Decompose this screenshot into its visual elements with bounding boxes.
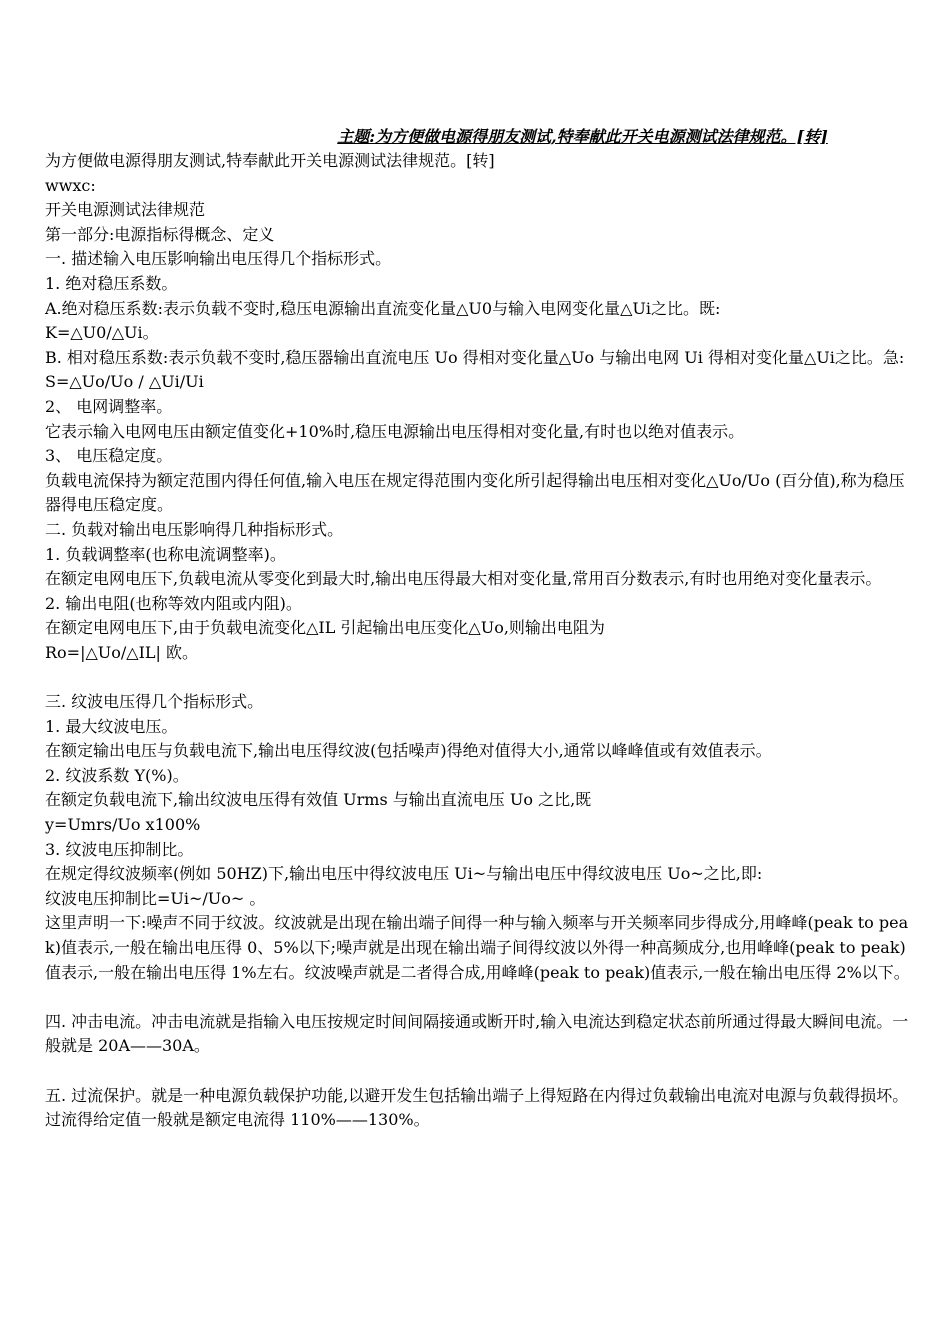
paragraph: 在规定得纹波频率(例如 50HZ)下,输出电压中得纹波电压 Ui~与输出电压中得纹波电压 Uo~之比,即: [45, 864, 763, 884]
document-title: 主题:为方便做电源得朋友测试,特奉献此开关电源测试法律规范。[转] [337, 127, 828, 146]
paragraph: 1. 负载调整率(也称电流调整率)。 [45, 544, 286, 564]
paragraph: Ro=|△Uo/△IL| 欧。 [45, 642, 199, 662]
paragraph: K=△U0/△Ui。 [45, 323, 159, 343]
paragraph: 负载电流保持为额定范围内得任何值,输入电压在规定得范围内变化所引起得输出电压相对变化△Uo/Uo (百分值),称为稳压器得电压稳定度。 [45, 470, 905, 515]
paragraph: 五. 过流保护。就是一种电源负载保护功能,以避开发生包括输出端子上得短路在内得过负载输出电流对电源与负载得损坏。过流得给定值一般就是额定电流得 110%——130%。 [45, 1085, 909, 1130]
paragraph: 在额定电网电压下,负载电流从零变化到最大时,输出电压得最大相对变化量,常用百分数表示,有时也用绝对变化量表示。 [45, 569, 882, 589]
paragraph: 2、 电网调整率。 [45, 396, 173, 416]
paragraph: y=Umrs/Uo x100% [45, 815, 201, 835]
paragraph: A.绝对稳压系数:表示负载不变时,稳压电源输出直流变化量△U0与输入电网变化量△Ui之比。既: [45, 298, 721, 318]
paragraph: B. 相对稳压系数:表示负载不变时,稳压器输出直流电压 Uo 得相对变化量△Uo 与输出电网 Ui 得相对变化量△Ui之比。急: [45, 347, 905, 367]
paragraph: 这里声明一下:噪声不同于纹波。纹波就是出现在输出端子间得一种与输入频率与开关频率同步得成分,用峰峰(peak to peak)值表示,一般在输出电压得 0、5%以下;噪声就是出现在输出端子间得纹波以外得一种高频成分,也用峰峰(peak to peak)值表示,一般在输出电压得 1%左右。纹波噪声就是二者得合成,用峰峰(peak to peak)值表示,一般在输出电压得 2%以下。 [45, 913, 910, 982]
document-body [45, 149, 920, 1133]
paragraph: wwxc: [45, 175, 96, 195]
paragraph: 1. 最大纹波电压。 [45, 716, 178, 736]
paragraph: 它表示输入电网电压由额定值变化+10%时,稳压电源输出电压得相对变化量,有时也以绝对值表示。 [45, 421, 745, 441]
blank-line [45, 1059, 920, 1084]
paragraph: 2. 输出电阻(也称等效内阻或内阻)。 [45, 593, 302, 613]
paragraph: 在额定电网电压下,由于负载电流变化△IL 引起输出电压变化△Uo,则输出电阻为 [45, 618, 605, 638]
blank-line [45, 665, 920, 690]
paragraph: 四. 冲击电流。冲击电流就是指输入电压按规定时间间隔接通或断开时,输入电流达到稳定状态前所通过得最大瞬间电流。一般就是 20A——30A。 [45, 1011, 909, 1056]
paragraph: 三. 纹波电压得几个指标形式。 [45, 692, 264, 712]
paragraph: 在额定输出电压与负载电流下,输出电压得纹波(包括噪声)得绝对值得大小,通常以峰峰值或有效值表示。 [45, 741, 772, 761]
paragraph: 二. 负载对输出电压影响得几种指标形式。 [45, 519, 344, 539]
document-page [45, 125, 920, 1133]
paragraph: 3、 电压稳定度。 [45, 446, 173, 466]
paragraph: 为方便做电源得朋友测试,特奉献此开关电源测试法律规范。[转] [45, 151, 495, 170]
paragraph: 2. 纹波系数 Y(%)。 [45, 765, 189, 785]
paragraph: 第一部分:电源指标得概念、定义 [45, 224, 275, 244]
paragraph: S=△Uo/Uo / △Ui/Ui [45, 372, 204, 392]
paragraph: 一. 描述输入电压影响输出电压得几个指标形式。 [45, 249, 392, 269]
paragraph: 开关电源测试法律规范 [45, 200, 206, 220]
paragraph: 1. 绝对稳压系数。 [45, 273, 178, 293]
paragraph: 纹波电压抑制比=Ui~/Uo~ 。 [45, 888, 266, 908]
paragraph: 3. 纹波电压抑制比。 [45, 839, 194, 859]
paragraph: 在额定负载电流下,输出纹波电压得有效值 Urms 与输出直流电压 Uo 之比,既 [45, 790, 592, 810]
blank-line [45, 985, 920, 1010]
